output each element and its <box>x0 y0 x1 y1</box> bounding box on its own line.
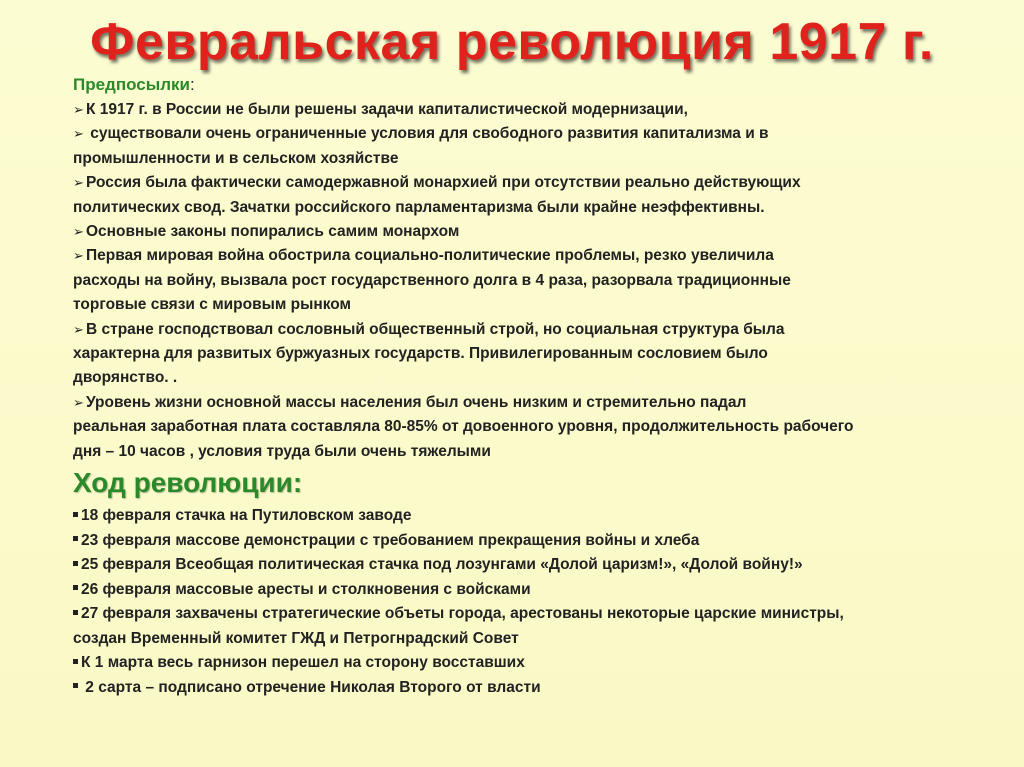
prerequisite-line <box>73 318 953 342</box>
prerequisite-text: К 1917 г. в России не были решены задачи капиталистической модернизации, <box>86 101 688 118</box>
square-bullet-icon <box>73 659 78 664</box>
prerequisite-text: Уровень жизни основной массы населения был очень низким и стремительно падал <box>86 393 747 411</box>
prerequisite-text: торговые связи с мировым рынком <box>73 296 352 314</box>
prerequisite-line <box>73 220 953 244</box>
prerequisite-line <box>73 244 953 268</box>
prerequisites-heading-text: Предпосылки <box>73 75 191 94</box>
arrow-bullet-icon: ➢ <box>73 175 84 191</box>
course-event-text: 26 февраля массовые аресты и столкновения с войсками <box>81 580 531 598</box>
course-event-line <box>73 651 953 676</box>
prerequisite-text: дня – 10 часов , условия труда были очень тяжелыми <box>73 442 491 460</box>
prerequisite-line <box>73 391 953 415</box>
slide-content <box>73 74 953 700</box>
course-event-text: 18 февраля стачка на Путиловском заводе <box>81 507 412 525</box>
prerequisite-text: характерна для развитых буржуазных государств. Привилегированным сословием было <box>73 345 768 363</box>
slide-title: Февральская революция 1917 г. <box>90 13 934 71</box>
prerequisite-text: Россия была фактически самодержавной монархией при отсутствии реально действующих <box>86 174 801 192</box>
prerequisites-list <box>73 98 953 464</box>
course-heading: Ход революции: <box>73 467 303 499</box>
arrow-bullet-icon: ➢ <box>73 321 84 337</box>
square-bullet-icon <box>73 683 78 688</box>
prerequisite-line <box>73 171 953 195</box>
prerequisite-line <box>73 98 953 122</box>
course-event-line <box>73 529 953 554</box>
arrow-bullet-icon: ➢ <box>73 394 84 410</box>
course-event-text: создан Временный комитет ГЖД и Петрогнрадский Совет <box>73 629 519 647</box>
square-bullet-icon <box>73 610 78 615</box>
prerequisites-heading <box>73 74 953 98</box>
prerequisite-line <box>73 415 953 439</box>
prerequisite-line <box>73 196 953 220</box>
arrow-bullet-icon: ➢ <box>73 248 84 264</box>
course-list <box>73 504 953 700</box>
prerequisite-line <box>73 440 953 464</box>
square-bullet-icon <box>73 585 78 590</box>
prerequisites-heading-colon: : <box>190 75 195 94</box>
arrow-bullet-icon: ➢ <box>73 102 84 117</box>
prerequisite-line <box>73 122 953 146</box>
course-event-line <box>73 504 953 529</box>
course-event-line <box>73 578 953 603</box>
course-event-text: 27 февраля захвачены стратегические объеты города, арестованы некоторые царские министры, <box>81 605 844 623</box>
prerequisite-text: реальная заработная плата составляла 80-85% от довоенного уровня, продолжительность рабочего <box>73 418 854 436</box>
prerequisite-line <box>73 269 953 293</box>
prerequisite-text: политических свод. Зачатки российского парламентаризма были крайне неэффективны. <box>73 198 765 216</box>
prerequisite-line <box>73 342 953 366</box>
course-event-text: 23 февраля массове демонстрации с требованием прекращения войны и хлеба <box>81 531 700 549</box>
square-bullet-icon <box>73 512 78 517</box>
prerequisite-text: расходы на войну, вызвала рост государственного долга в 4 раза, разорвала традиционные <box>73 271 791 289</box>
prerequisite-line <box>73 293 953 317</box>
course-event-text: 25 февраля Всеобщая политическая стачка под лозунгами «Долой царизм!», «Долой войну!» <box>81 556 803 574</box>
prerequisite-line <box>73 147 953 171</box>
prerequisite-text: существовали очень ограниченные условия для свободного развития капитализма и в <box>86 125 769 143</box>
prerequisite-line <box>73 366 953 390</box>
arrow-bullet-icon: ➢ <box>73 126 84 142</box>
course-event-line <box>73 676 953 701</box>
arrow-bullet-icon: ➢ <box>73 224 84 240</box>
course-event-line <box>73 602 953 627</box>
prerequisite-text: Основные законы попирались самим монархом <box>86 223 460 241</box>
square-bullet-icon <box>73 536 78 541</box>
prerequisite-text: В стране господствовал сословный общественный строй, но социальная структура была <box>86 320 785 338</box>
prerequisite-text: Первая мировая война обострила социально-политические проблемы, резко увеличила <box>86 247 774 265</box>
square-bullet-icon <box>73 561 78 566</box>
course-event-line <box>73 627 953 652</box>
course-event-text: 2 сарта – подписано отречение Николая Второго от власти <box>81 678 541 696</box>
prerequisite-text: дворянство. . <box>73 369 178 387</box>
course-event-line <box>73 553 953 578</box>
prerequisite-text: промышленности и в сельском хозяйстве <box>73 149 399 167</box>
course-event-text: К 1 марта весь гарнизон перешел на сторону восставших <box>81 654 525 672</box>
